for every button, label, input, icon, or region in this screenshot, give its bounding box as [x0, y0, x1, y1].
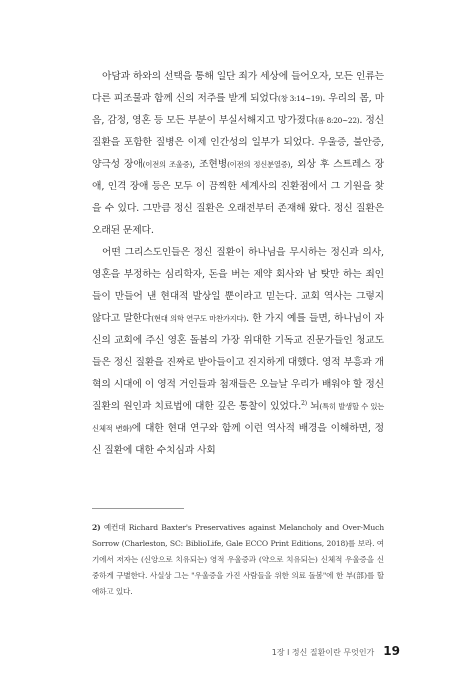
paragraph-2: [92, 242, 384, 462]
parenthetical-note: (특히 발생할 수 있는 신체적 변화): [92, 402, 385, 433]
footnote-number: 2): [92, 523, 101, 532]
footnote: [92, 520, 384, 600]
scripture-reference: (롬 8:20~22): [315, 116, 360, 125]
page-footer: [272, 644, 400, 658]
paragraph-1: [92, 66, 384, 242]
footnote-marker: 2): [301, 400, 307, 407]
parenthetical-note: (현대 의학 연구도 마찬가지다): [151, 314, 246, 323]
footnote-divider: [92, 508, 184, 509]
text-span: , 조현병: [192, 159, 228, 170]
parenthetical-note: (이전의 조울증): [142, 160, 193, 169]
text-span: . 정신 질환을 포함한 질병은 이제 인간성의 일부가 되었다. 우울증, 불안증, 양극성 장애: [92, 115, 384, 170]
text-span: 뇌: [306, 401, 320, 412]
page-number: 19: [383, 644, 400, 658]
footnote-text: 예컨대 Richard Baxter's Preservatives against Melancholy and Over-Much Sorrow (Charleston, SC: BiblioLife, Gale ECCO Print Editions, 2018)를 보라. 여기에서 저자는 (신앙으로 치유되는) 영적 우울증과 (약으로 치유되는) 신체적 우울증을 신중하게 구별한다. 사실상 그는 "우울증을 가진 사람들을 위한 의료 돌봄"에 한 부(部)를 할애하고 있다.: [92, 523, 384, 596]
text-span: . 한 가지 예를 들면, 하나님이 자신의 교회에 주신 영혼 돌봄의 가장 위대한 기독교 진문가들인 청교도들은 정신 질환을 진짜로 받아들이고 진지하게 대했다. 영적 부흥과 개혁의 시대에 이 영적 거인들과 첨재들은 오늘날 우리가 배워야 할 정신 질환의 원인과 치료법에 대한 깊은 통찰이 있었다.: [92, 313, 384, 412]
body-text: [92, 66, 384, 462]
text-span: 아담과 하와의 선택을 통해 일단 죄가 세상에 들어오자, 모든 인류는 다른 피조물과 함께 신의 저주를 받게 되었다: [92, 71, 384, 104]
text-span: , 외상 후 스트레스 장애, 인격 장애 등은 모두 이 끔찍한 세계사의 진환점에서 그 기원을 찾을 수 있다. 그만큼 정신 질환은 오래전부터 존재해 왔다. 정신 질환은 오래된 문제다.: [92, 159, 384, 236]
scripture-reference: (창 3:14~19): [278, 94, 323, 103]
text-span: 어떤 그리스도인들은 정신 질환이 하나님을 무시하는 정신과 의사, 영혼을 부정하는 심리학자, 돈을 버는 제약 회사와 남 탓만 하는 죄인들이 만들어 낸 현대적 발상일 뿐이라고 믿는다. 교회 역사는 그렇지 않다고 말한다: [92, 247, 384, 324]
running-chapter-title: 1장 l 정신 질환이란 무엇인가: [271, 648, 375, 657]
text-span: . 우리의 몸, 마음, 감정, 영혼 등 모든 부분이 부실서해지고 망가졌다: [92, 93, 385, 126]
text-span: 에 대한 현대 연구와 함께 이런 역사적 배경을 이해하면, 정신 질환에 대한 수치심과 사회: [92, 423, 384, 456]
parenthetical-note: (이전의 정신분열증): [227, 160, 291, 169]
